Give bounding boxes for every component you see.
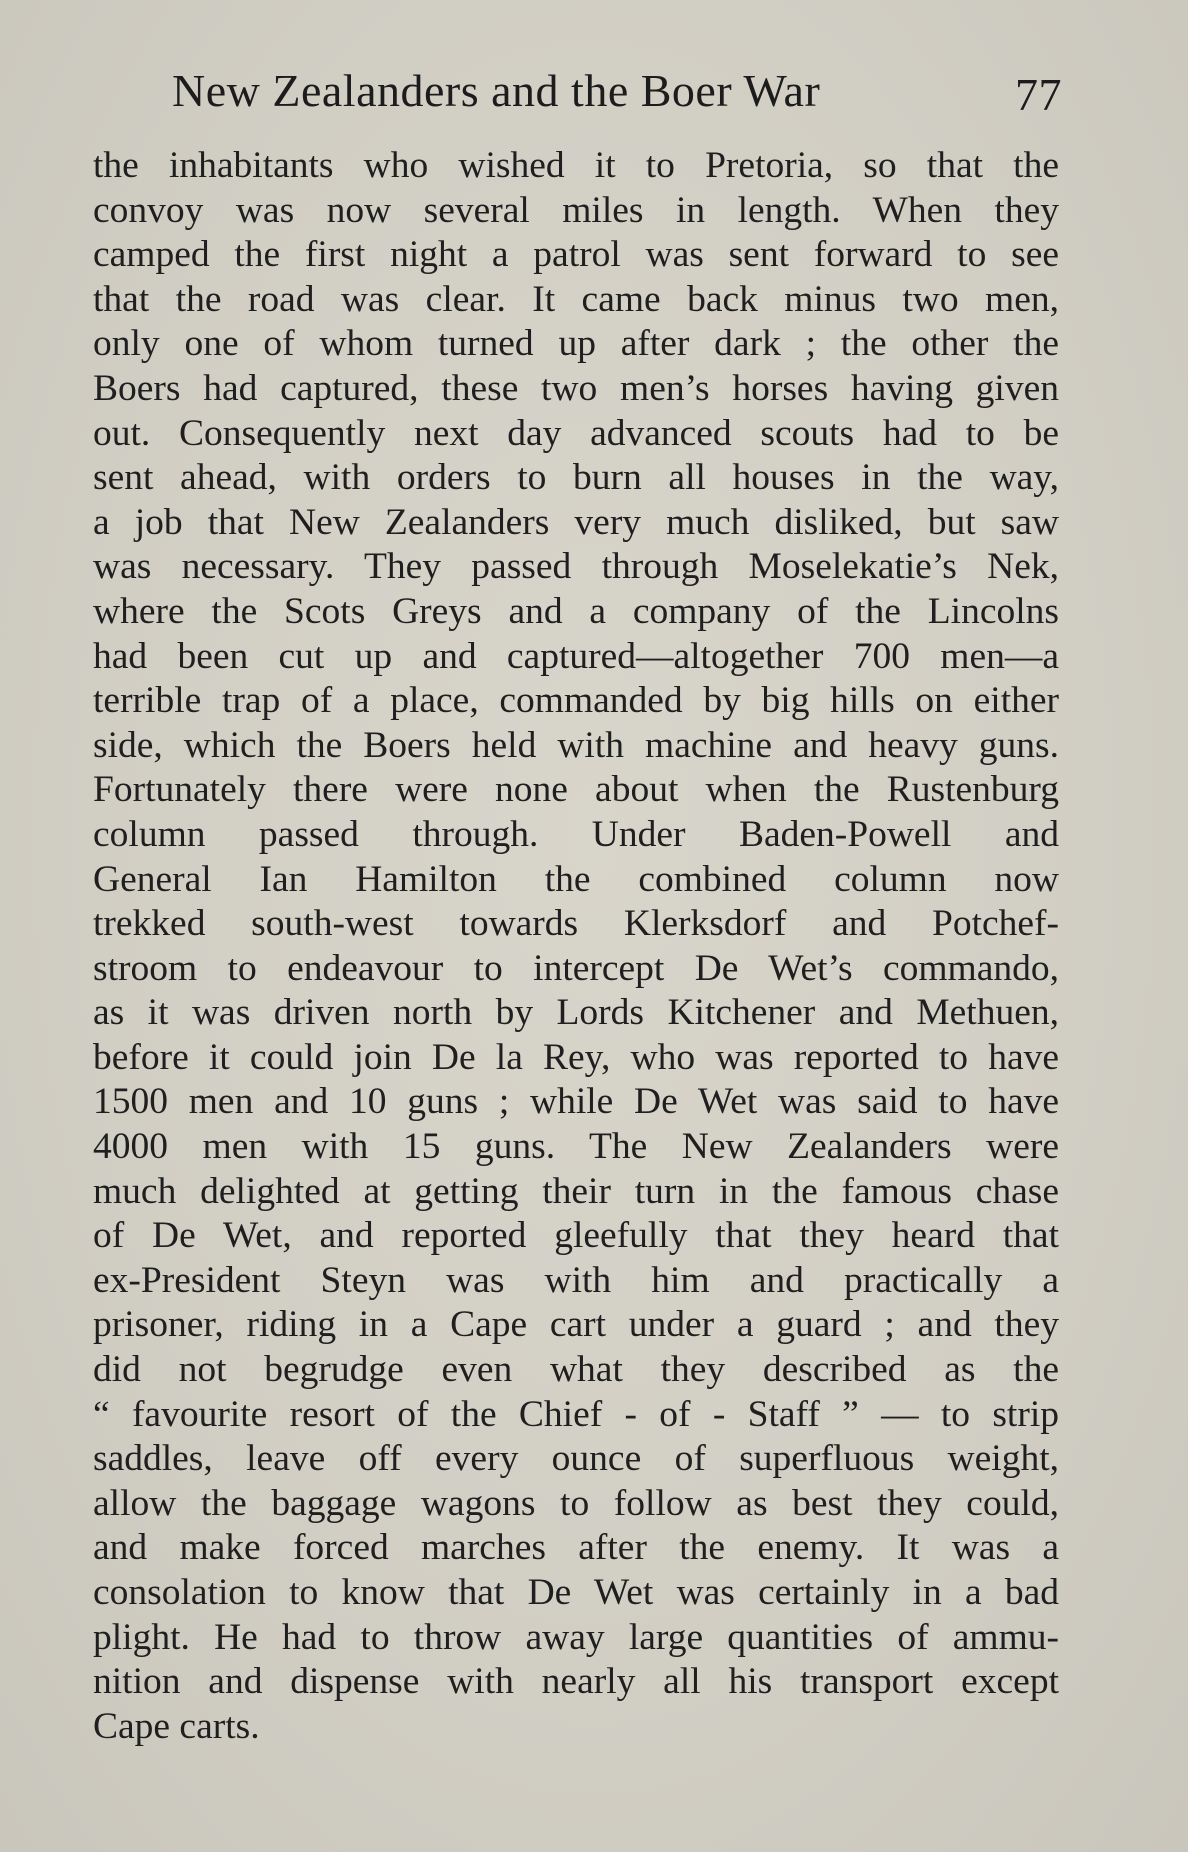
text-line: stroom to endeavour to intercept De Wet’s commando, (93, 947, 1059, 989)
text-line: much delighted at getting their turn in the famous chase (93, 1170, 1059, 1212)
text-line: prisoner, riding in a Cape cart under a guard ; and they (93, 1304, 1059, 1346)
text-line: column passed through. Under Baden-Powell and (93, 813, 1059, 855)
text-line: camped the first night a patrol was sent forward to see (93, 234, 1059, 276)
text-line: Fortunately there were none about when the Rustenburg (93, 769, 1059, 811)
text-line: trekked south-west towards Klerksdorf and Potchef- (93, 903, 1059, 945)
running-title: New Zealanders and the Boer War (172, 65, 821, 116)
text-line: 1500 men and 10 guns ; while De Wet was said to have (93, 1081, 1059, 1123)
text-line: 4000 men with 15 guns. The New Zealanders were (93, 1126, 1059, 1168)
text-line: saddles, leave off every ounce of superfluous weight, (93, 1438, 1059, 1480)
text-line: where the Scots Greys and a company of the Lincolns (93, 590, 1059, 632)
text-line: Cape carts. (93, 1705, 260, 1747)
text-line: as it was driven north by Lords Kitchener and Methuen, (93, 992, 1059, 1034)
text-line: “ favourite resort of the Chief - of - Staff ” — to strip (93, 1393, 1059, 1435)
text-line: consolation to know that De Wet was certainly in a bad (93, 1572, 1059, 1613)
text-line: plight. He had to throw away large quantities of ammu- (93, 1616, 1059, 1658)
body-text (93, 144, 1059, 1749)
text-line: only one of whom turned up after dark ; the other the (93, 323, 1059, 365)
text-line: General Ian Hamilton the combined column now (93, 858, 1059, 900)
text-line: of De Wet, and reported gleefully that they heard that (93, 1215, 1059, 1257)
text-line: that the road was clear. It came back minus two men, (93, 278, 1059, 320)
text-line: and make forced marches after the enemy. It was a (93, 1527, 1059, 1569)
text-line: allow the baggage wagons to follow as best they could, (93, 1482, 1059, 1524)
text-line: nition and dispense with nearly all his transport except (93, 1661, 1059, 1703)
text-line: ex-President Steyn was with him and practically a (93, 1259, 1059, 1301)
text-line: side, which the Boers held with machine and heavy guns. (93, 724, 1059, 766)
text-line: out. Consequently next day advanced scouts had to be (93, 412, 1059, 454)
text-line: Boers had captured, these two men’s horses having given (93, 367, 1059, 409)
text-line: terrible trap of a place, commanded by big hills on either (93, 680, 1059, 722)
text-line: was necessary. They passed through Moselekatie’s Nek, (93, 546, 1059, 588)
text-line: sent ahead, with orders to burn all houses in the way, (93, 457, 1059, 499)
page-number: 77 (1015, 69, 1062, 120)
text-line: had been cut up and captured—altogether 700 men—a (93, 635, 1059, 677)
text-line: the inhabitants who wished it to Pretoria, so that the (93, 145, 1059, 186)
text-line: before it could join De la Rey, who was reported to have (93, 1036, 1059, 1078)
text-line: a job that New Zealanders very much disliked, but saw (93, 501, 1059, 543)
running-head (172, 64, 1062, 124)
text-line: did not begrudge even what they described as the (93, 1349, 1059, 1391)
text-line: convoy was now several miles in length. When they (93, 189, 1059, 231)
